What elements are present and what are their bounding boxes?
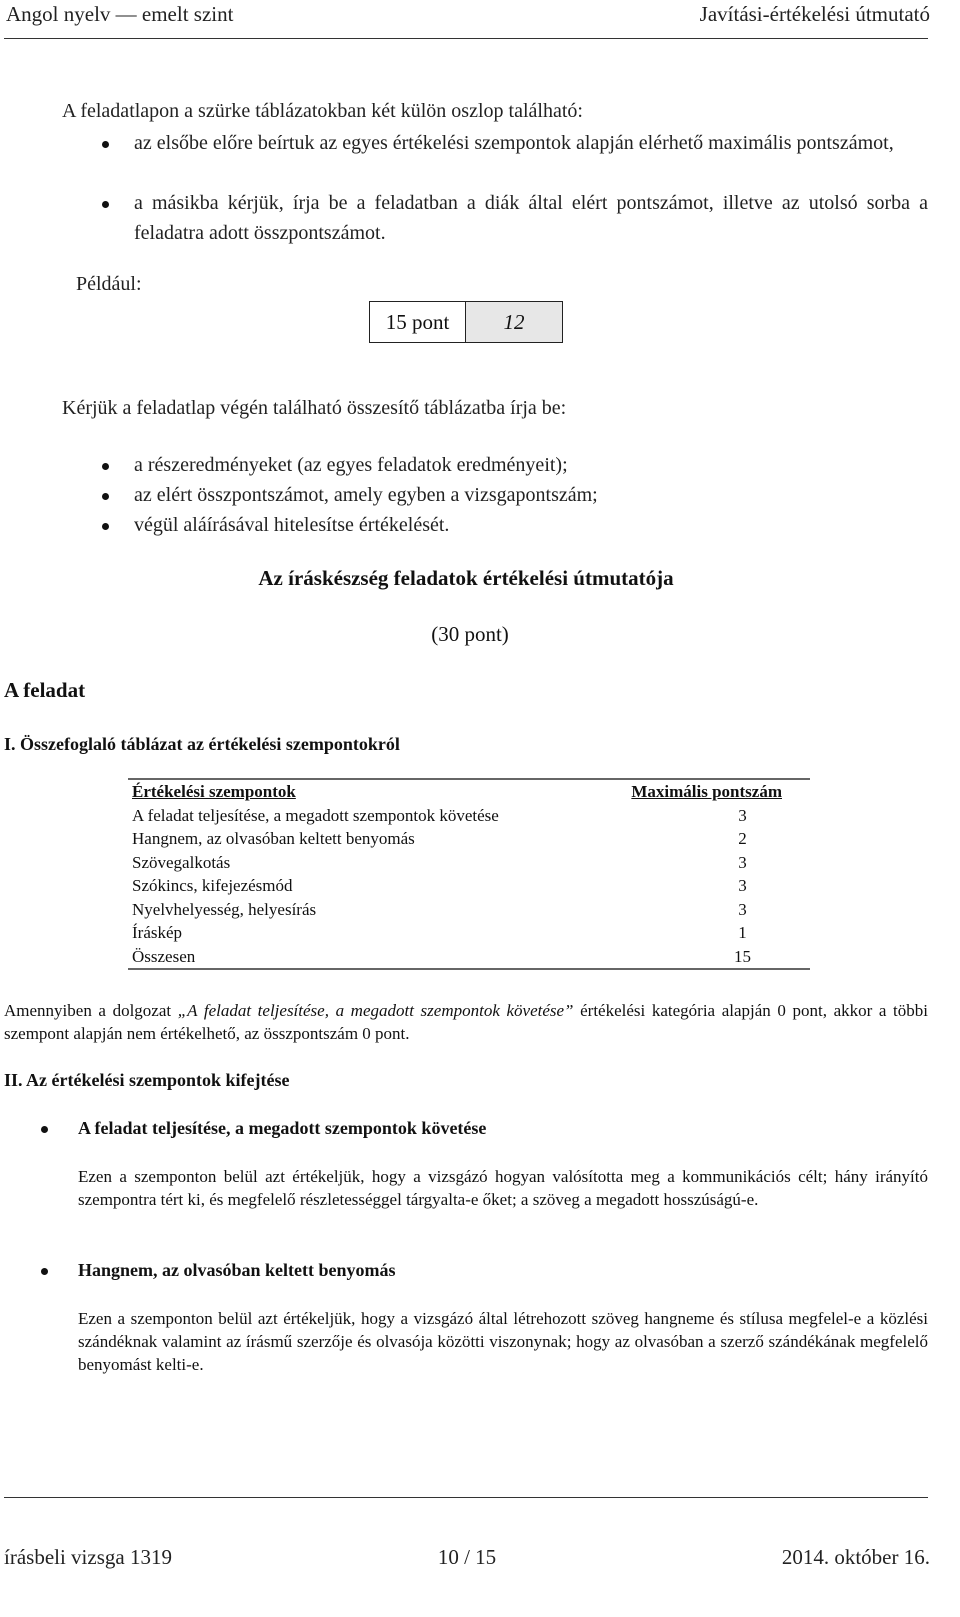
part1-heading: I. Összefoglaló táblázat az értékelési szempontokról — [4, 734, 400, 754]
intro-bullet-1: az elsőbe előre beírtuk az egyes értékelési szempontok alapján elérhető maximális pontszámot, — [134, 132, 894, 154]
summary-bullet-3: végül aláírásával hitelesítse értékelését. — [134, 514, 450, 536]
criterion-name: Íráskép — [132, 923, 183, 943]
example-max-points: 15 pont — [370, 302, 466, 342]
bullet-icon — [102, 141, 109, 148]
criterion-text-2: Ezen a szemponton belül azt értékeljük, hogy a vizsgázó által létrehozott szöveg hangneme és stílusa megfelel-e a közlési szándéknak valamint az írásmű szerzője és olvasója közötti viszonynak; hogy az olvasóban a szerző szándékának megfelelő benyomást kelti-e. — [78, 1309, 928, 1374]
criterion-name: Szókincs, kifejezésmód — [132, 876, 293, 896]
criterion-points: 3 — [738, 805, 747, 825]
intro-bullet-2: a másikba kérjük, írja be a feladatban a diák által elért pontszámot, illetve az utolsó sorba a feladatra adott összpontszámot. — [134, 192, 928, 244]
criteria-table — [128, 778, 810, 970]
total-label: Összesen — [128, 945, 585, 970]
note-italic-criterion: „A feladat teljesítése, a megadott szempontok követése” — [177, 1001, 574, 1020]
header-subtitle: Javítási-értékelési útmutató — [699, 2, 930, 26]
criterion-text-1: Ezen a szemponton belül azt értékeljük, hogy a vizsgázó hogyan valósította meg a kommunikációs célt; hány irányító szempontra tért ki, és megfelelő részletességgel tárgyalta-e őket; a szöveg a megadott hosszúságú-e. — [78, 1167, 928, 1209]
table-row — [128, 851, 810, 875]
bullet-icon — [41, 1126, 48, 1133]
criterion-name: Hangnem, az olvasóban keltett benyomás — [132, 829, 415, 849]
criterion-heading-2: Hangnem, az olvasóban keltett benyomás — [78, 1260, 396, 1280]
example-achieved-points: 12 — [466, 302, 562, 342]
header-title: Angol nyelv — emelt szint — [6, 2, 234, 26]
zero-point-note — [4, 999, 928, 1045]
criterion-name: Szövegalkotás — [132, 852, 231, 872]
criterion-points: 2 — [738, 829, 747, 849]
table-row — [128, 921, 810, 945]
summary-bullet-1: a részeredményeket (az egyes feladatok eredményeit); — [134, 454, 568, 476]
criterion-points: 3 — [738, 852, 747, 872]
bullet-icon — [102, 493, 109, 500]
table-row — [128, 874, 810, 898]
note-text-after: értékelési kategória alapján 0 pont, akkor a többi szempont alapján nem értékelhető, az összpontszám 0 pont. — [4, 1001, 928, 1043]
note-text-before: Amennyiben a dolgozat — [4, 1001, 178, 1020]
criterion-name: A feladat teljesítése, a megadott szempontok követése — [132, 805, 499, 825]
summary-lead: Kérjük a feladatlap végén található összesítő táblázatba írja be: — [62, 397, 567, 419]
bullet-icon — [102, 463, 109, 470]
table-row — [128, 827, 810, 851]
summary-bullet-2: az elért összpontszámot, amely egyben a vizsgapontszám; — [134, 484, 598, 506]
example-score-box — [369, 301, 563, 343]
criterion-points: 3 — [738, 876, 747, 896]
total-points: 15 — [585, 945, 810, 970]
bullet-icon — [102, 201, 109, 208]
footer-rule — [4, 1497, 928, 1498]
footer-page-number: 10 / 15 — [437, 1545, 497, 1569]
header-max-points: Maximális pontszám — [585, 779, 810, 804]
criterion-heading-1: A feladat teljesítése, a megadott szempontok követése — [78, 1118, 487, 1138]
task-heading: A feladat — [4, 678, 86, 702]
table-row — [128, 804, 810, 828]
criterion-name: Nyelvhelyesség, helyesírás — [132, 899, 317, 919]
criterion-points: 1 — [738, 923, 747, 943]
part2-heading: II. Az értékelési szempontok kifejtése — [4, 1070, 290, 1090]
table-row — [128, 898, 810, 922]
footer-date: 2014. október 16. — [781, 1545, 930, 1569]
table-total-row — [128, 945, 810, 970]
bullet-icon — [102, 523, 109, 530]
header-criteria: Értékelési szempontok — [128, 779, 585, 804]
header-rule — [4, 38, 928, 39]
example-label: Például: — [76, 273, 142, 295]
intro-lead: A feladatlapon a szürke táblázatokban két külön oszlop található: — [62, 100, 583, 122]
section-title: Az íráskészség feladatok értékelési útmutatója — [258, 566, 674, 590]
section-points: (30 pont) — [431, 622, 509, 646]
footer-exam-id: írásbeli vizsga 1319 — [4, 1545, 172, 1569]
table-header-row — [128, 779, 810, 804]
bullet-icon — [41, 1268, 48, 1275]
criterion-points: 3 — [738, 899, 747, 919]
